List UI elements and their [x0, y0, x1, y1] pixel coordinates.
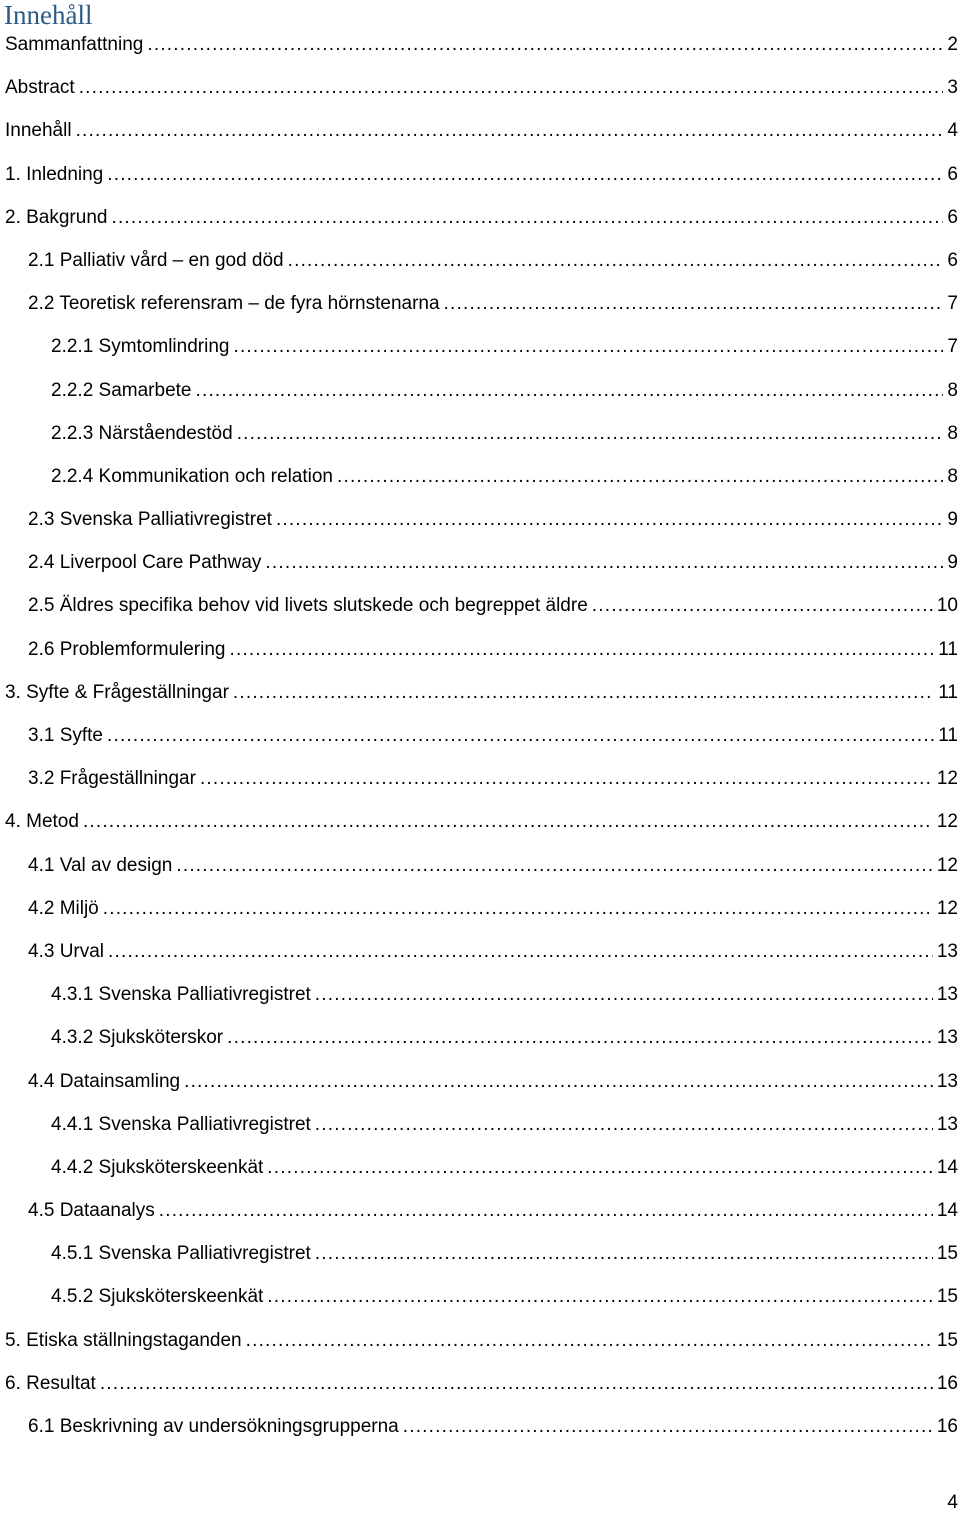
toc-entry-label: 3.1 Syfte: [28, 725, 103, 746]
toc-entry-label: 4.3.1 Svenska Palliativregistret: [51, 984, 311, 1006]
toc-entry[interactable]: [0, 1275, 960, 1318]
toc-entry-page: 12: [936, 854, 958, 876]
toc-dot-leader: [195, 369, 943, 412]
toc-dot-leader: [107, 153, 943, 196]
toc-entry[interactable]: [0, 844, 960, 887]
toc-dot-leader: [403, 1405, 933, 1448]
toc-entry-page: 12: [936, 897, 958, 919]
toc-dot-leader: [111, 196, 943, 239]
toc-entry[interactable]: [0, 153, 960, 196]
toc-dot-leader: [79, 66, 944, 109]
page-number: 4: [947, 1492, 958, 1513]
toc-entry-label: 4.2 Miljö: [28, 897, 99, 919]
toc-entry[interactable]: [0, 455, 960, 498]
toc-entry-page: 11: [938, 725, 958, 746]
toc-entry-label: Abstract: [5, 77, 75, 99]
toc-entry[interactable]: [0, 973, 960, 1016]
toc-entry[interactable]: [0, 369, 960, 412]
toc-entry-label: 2. Bakgrund: [5, 206, 108, 228]
toc-entry-page: 13: [936, 1113, 958, 1135]
toc-entry-label: 3.2 Frågeställningar: [28, 768, 196, 790]
toc-entry-label: 3. Syfte & Frågeställningar: [5, 681, 229, 703]
toc-dot-leader: [100, 1362, 933, 1405]
toc-entry-label: 2.4 Liverpool Care Pathway: [28, 552, 262, 574]
toc-dot-leader: [337, 455, 943, 498]
toc-dot-leader: [315, 1232, 933, 1275]
toc-entry-page: 16: [936, 1416, 958, 1437]
toc-entry-page: 16: [936, 1372, 958, 1394]
toc-dot-leader: [184, 1060, 933, 1103]
toc-entry-label: Sammanfattning: [5, 34, 144, 55]
toc-entry-page: 7: [947, 293, 958, 315]
toc-entry[interactable]: [0, 1319, 960, 1362]
toc-entry-page: 15: [936, 1329, 958, 1351]
toc-entry-page: 14: [936, 1156, 958, 1178]
toc-dot-leader: [267, 1275, 933, 1318]
toc-dot-leader: [200, 757, 933, 800]
toc-entry-page: 8: [947, 379, 958, 401]
toc-entry-label: 1. Inledning: [5, 163, 104, 185]
toc-entry-label: 4.4.2 Sjuksköterskeenkät: [51, 1156, 264, 1178]
toc-entry-label: 4.5.1 Svenska Palliativregistret: [51, 1243, 311, 1265]
toc-list: [0, 23, 960, 1448]
toc-dot-leader: [176, 844, 933, 887]
toc-entry[interactable]: [0, 1405, 960, 1448]
toc-entry-page: 12: [936, 768, 958, 790]
toc-dot-leader: [76, 109, 944, 152]
toc-dot-leader: [288, 239, 944, 282]
toc-entry[interactable]: [0, 584, 960, 627]
toc-entry[interactable]: [0, 1232, 960, 1275]
toc-entry-page: 13: [936, 1027, 958, 1049]
toc-entry[interactable]: [0, 1362, 960, 1405]
toc-dot-leader: [276, 498, 943, 541]
toc-entry[interactable]: [0, 930, 960, 973]
toc-entry-page: 3: [947, 77, 958, 99]
toc-entry[interactable]: [0, 541, 960, 584]
toc-entry-page: 11: [938, 681, 958, 703]
toc-entry-page: 6: [947, 206, 958, 228]
toc-entry-page: 11: [938, 638, 958, 660]
toc-entry-label: 2.2.3 Närståendestöd: [51, 422, 233, 444]
toc-dot-leader: [107, 714, 934, 757]
toc-entry-page: 13: [936, 1070, 958, 1092]
toc-entry-page: 12: [936, 811, 958, 833]
toc-entry[interactable]: [0, 325, 960, 368]
toc-entry-label: 2.3 Svenska Palliativregistret: [28, 509, 272, 531]
toc-dot-leader: [315, 1103, 933, 1146]
toc-entry-label: 2.2.1 Symtomlindring: [51, 336, 230, 358]
toc-dot-leader: [592, 584, 933, 627]
toc-dot-leader: [108, 930, 933, 973]
toc-dot-leader: [159, 1189, 933, 1232]
toc-entry[interactable]: [0, 1146, 960, 1189]
toc-dot-leader: [237, 412, 944, 455]
toc-entry-page: 6: [947, 163, 958, 185]
toc-entry[interactable]: [0, 282, 960, 325]
toc-dot-leader: [265, 541, 943, 584]
toc-entry-label: 2.2.2 Samarbete: [51, 379, 192, 401]
toc-entry-page: 10: [936, 595, 958, 617]
toc-dot-leader: [83, 800, 933, 843]
toc-entry-page: 6: [947, 249, 958, 271]
toc-entry-page: 15: [936, 1243, 958, 1265]
toc-entry[interactable]: [0, 887, 960, 930]
toc-dot-leader: [233, 325, 943, 368]
toc-entry-label: 6. Resultat: [5, 1372, 96, 1394]
toc-entry-page: 2: [947, 34, 958, 55]
toc-entry-label: 4.5.2 Sjuksköterskeenkät: [51, 1286, 264, 1308]
toc-dot-leader: [315, 973, 933, 1016]
toc-entry[interactable]: [0, 1060, 960, 1103]
toc-entry-label: 2.1 Palliativ vård – en god död: [28, 249, 284, 271]
toc-entry[interactable]: [0, 628, 960, 671]
toc-entry-label: 4.5 Dataanalys: [28, 1200, 155, 1222]
toc-dot-leader: [233, 671, 934, 714]
toc-entry-page: 4: [947, 120, 958, 142]
toc-entry[interactable]: [0, 1189, 960, 1232]
toc-entry-label: 4.3 Urval: [28, 940, 105, 962]
toc-entry[interactable]: [0, 1016, 960, 1059]
toc-entry[interactable]: [0, 66, 960, 109]
toc-entry-page: 7: [947, 336, 958, 358]
toc-entry-page: 13: [936, 940, 958, 962]
toc-entry-label: 6.1 Beskrivning av undersökningsgrupperna: [28, 1416, 399, 1437]
toc-entry-label: 2.2 Teoretisk referensram – de fyra hörnstenarna: [28, 293, 440, 315]
toc-entry-label: 5. Etiska ställningstaganden: [5, 1329, 242, 1351]
toc-dot-leader: [227, 1016, 933, 1059]
toc-dot-leader: [103, 887, 933, 930]
toc-entry-page: 9: [947, 509, 958, 531]
toc-entry-label: 4.3.2 Sjuksköterskor: [51, 1027, 224, 1049]
toc-entry-label: 4.4 Datainsamling: [28, 1070, 181, 1092]
toc-entry-page: 15: [936, 1286, 958, 1308]
toc-entry-page: 14: [936, 1200, 958, 1222]
toc-title: Innehåll: [4, 0, 93, 30]
toc-dot-leader: [246, 1319, 933, 1362]
toc-entry[interactable]: [0, 757, 960, 800]
toc-entry[interactable]: [0, 800, 960, 843]
toc-dot-leader: [267, 1146, 933, 1189]
toc-entry[interactable]: [0, 714, 960, 757]
toc-dot-leader: [229, 628, 934, 671]
toc-entry-label: 2.6 Problemformulering: [28, 638, 226, 660]
toc-entry[interactable]: [0, 23, 960, 66]
toc-entry[interactable]: [0, 498, 960, 541]
toc-entry-label: 2.2.4 Kommunikation och relation: [51, 465, 333, 487]
toc-entry[interactable]: [0, 109, 960, 152]
toc-entry[interactable]: [0, 1103, 960, 1146]
toc-entry-label: Innehåll: [5, 120, 72, 142]
toc-entry-page: 13: [936, 984, 958, 1006]
toc-entry-label: 4.4.1 Svenska Palliativregistret: [51, 1113, 311, 1135]
toc-entry-label: 4. Metod: [5, 811, 79, 833]
toc-entry[interactable]: [0, 196, 960, 239]
toc-entry-page: 8: [947, 465, 958, 487]
toc-entry-page: 8: [947, 422, 958, 444]
toc-entry-page: 9: [947, 552, 958, 574]
toc-dot-leader: [147, 23, 943, 66]
toc-dot-leader: [444, 282, 944, 325]
toc-entry[interactable]: [0, 239, 960, 282]
toc-entry-label: 2.5 Äldres specifika behov vid livets slutskede och begreppet äldre: [28, 595, 588, 617]
toc-entry[interactable]: [0, 412, 960, 455]
toc-entry[interactable]: [0, 671, 960, 714]
toc-entry-label: 4.1 Val av design: [28, 854, 173, 876]
